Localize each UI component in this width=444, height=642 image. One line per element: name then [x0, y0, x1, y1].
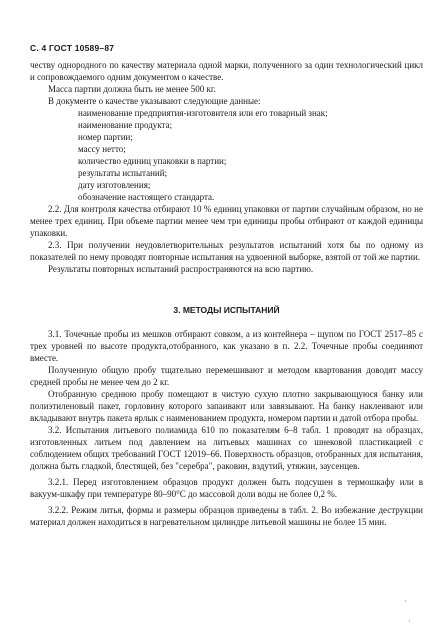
paragraph: Полученную общую пробу тщательно перемешивают и методом квартования доводят массу средней пробы не менее чем до 2 кг.: [30, 365, 423, 387]
list-item: результаты испытаний;: [78, 168, 168, 178]
page-header: С. 4 ГОСТ 10589–87: [30, 43, 115, 53]
data-list: [30, 107, 423, 203]
scan-mark: ·: [404, 597, 407, 606]
paragraph: 3.2.2. Режим литья, формы и размеры образцов приведены в табл. 2. Во избежание деструкции материал должен находиться в нагревательном цилиндре литьевой машины не более 15 мин.: [30, 505, 423, 527]
list-item: массу нетто;: [78, 144, 126, 154]
section-title: 3. МЕТОДЫ ИСПЫТАНИЙ: [173, 305, 280, 315]
list-item: наименование предприятия-изготовителя или его товарный знак;: [78, 108, 328, 118]
list-item: дату изготовления;: [78, 180, 151, 190]
document-body: [30, 59, 423, 528]
paragraph: честву однородного по качеству материала одной марки, полученного за один технологический цикл и сопровождаемого одним документом о качестве.: [30, 60, 423, 82]
list-item: номер партии;: [78, 132, 133, 142]
scan-mark: ·: [408, 617, 411, 626]
paragraph: Отобранную среднюю пробу помещают в чистую сухую плотно закрывающуюся банку или полиэтиленовый пакет, горловину которого запаивают или завязывают. На банку наклеивают или вкладывают внутрь пакета ярлык с наименованием продукта, номером партии и датой отбора пробы.: [30, 389, 423, 423]
paragraph: 3.2. Испытания литьевого полиамида 610 по показателям 6–8 табл. 1 проводят на образцах, изготовленных литьем под давлением на литьевых машинах со шнековой пластикацией с соблюдением общих требований ГОСТ 12019–66. Поверхность образцов, отобранных для испытания, должна быть гладкой, блестящей, без "серебра", раковин, вздутий, утяжин, заусенцев.: [30, 425, 423, 471]
paragraph: 3.2.1. Перед изготовлением образцов продукт должен быть подсушен в термошкафу или в вакуум-шкафу при температуре 80–90°С до массовой доли воды не более 0,2 %.: [30, 477, 423, 499]
paragraph: 2.3. При получении неудовлетворительных результатов испытаний хотя бы по одному из показателей по нему проводят повторные испытания на удвоенной выборке, взятой от той же партии.: [30, 240, 423, 262]
paragraph: Результаты повторных испытаний распространяются на всю партию.: [48, 264, 314, 274]
list-item: обозначение настоящего стандарта.: [78, 192, 215, 202]
paragraph: 3.1. Точечные пробы из мешков отбирают совком, а из контейнера – щупом по ГОСТ 2517–85 с трех уровней по высоте продукта,отобранного, как указано в п. 2.2. Точечные пробы соединяют вместе.: [30, 329, 423, 363]
paragraph: Масса партии должна быть не менее 500 кг.: [48, 84, 216, 94]
list-item: наименование продукта;: [78, 120, 173, 130]
list-item: количество единиц упаковки в партии;: [78, 156, 227, 166]
paragraph: 2.2. Для контроля качества отбирают 10 % единиц упаковки от партии случайным образом, но не менее трех единиц. При объеме партии менее чем три единицы пробы отбирают от каждой единицы упаковки.: [30, 204, 423, 238]
paragraph: В документе о качестве указывают следующие данные:: [48, 96, 261, 106]
